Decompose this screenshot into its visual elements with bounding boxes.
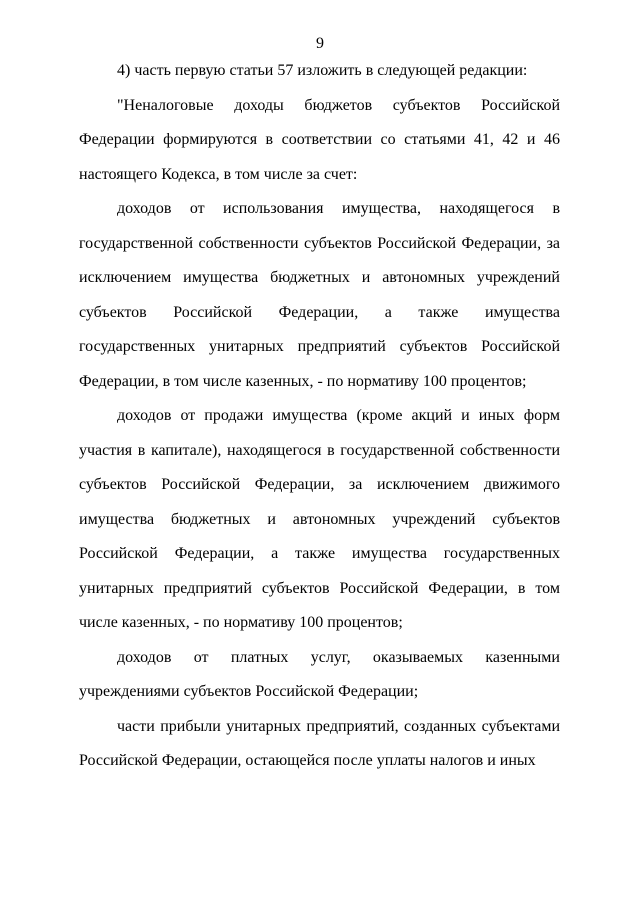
paragraph-property-use-income: доходов от использования имущества, находящегося в государственной собственности субъектов Российской Федерации, за исключением имущества бюджетных и автономных учреждений субъектов Российской Федерации, а также имущества государственных унитарных предприятий субъектов Российской Федерации, в том числе казенных, - по нормативу 100 процентов; bbox=[79, 200, 560, 390]
paragraph-paid-services-income: доходов от платных услуг, оказываемых казенными учреждениями субъектов Российской Федерации; bbox=[79, 648, 560, 700]
paragraph-item-4-intro: 4) часть первую статьи 57 изложить в следующей редакции: bbox=[117, 62, 528, 79]
paragraph-profit-share: части прибыли унитарных предприятий, созданных субъектами Российской Федерации, остающейся после уплаты налогов и иных bbox=[79, 717, 560, 769]
page-number: 9 bbox=[316, 35, 324, 52]
paragraph-non-tax-revenues: "Неналоговые доходы бюджетов субъектов Российской Федерации формируются в соответствии со статьями 41, 42 и 46 настоящего Кодекса, в том числе за счет: bbox=[79, 96, 560, 183]
paragraph-property-sale-income: доходов от продажи имущества (кроме акций и иных форм участия в капитале), находящегося в государственной собственности субъектов Российской Федерации, за исключением движимого имущества бюджетных и автономных учреждений субъектов Российской Федерации, а также имущества государственных унитарных предприятий субъектов Российской Федерации, в том числе казенных, - по нормативу 100 процентов; bbox=[79, 407, 560, 631]
document-body bbox=[79, 54, 560, 779]
